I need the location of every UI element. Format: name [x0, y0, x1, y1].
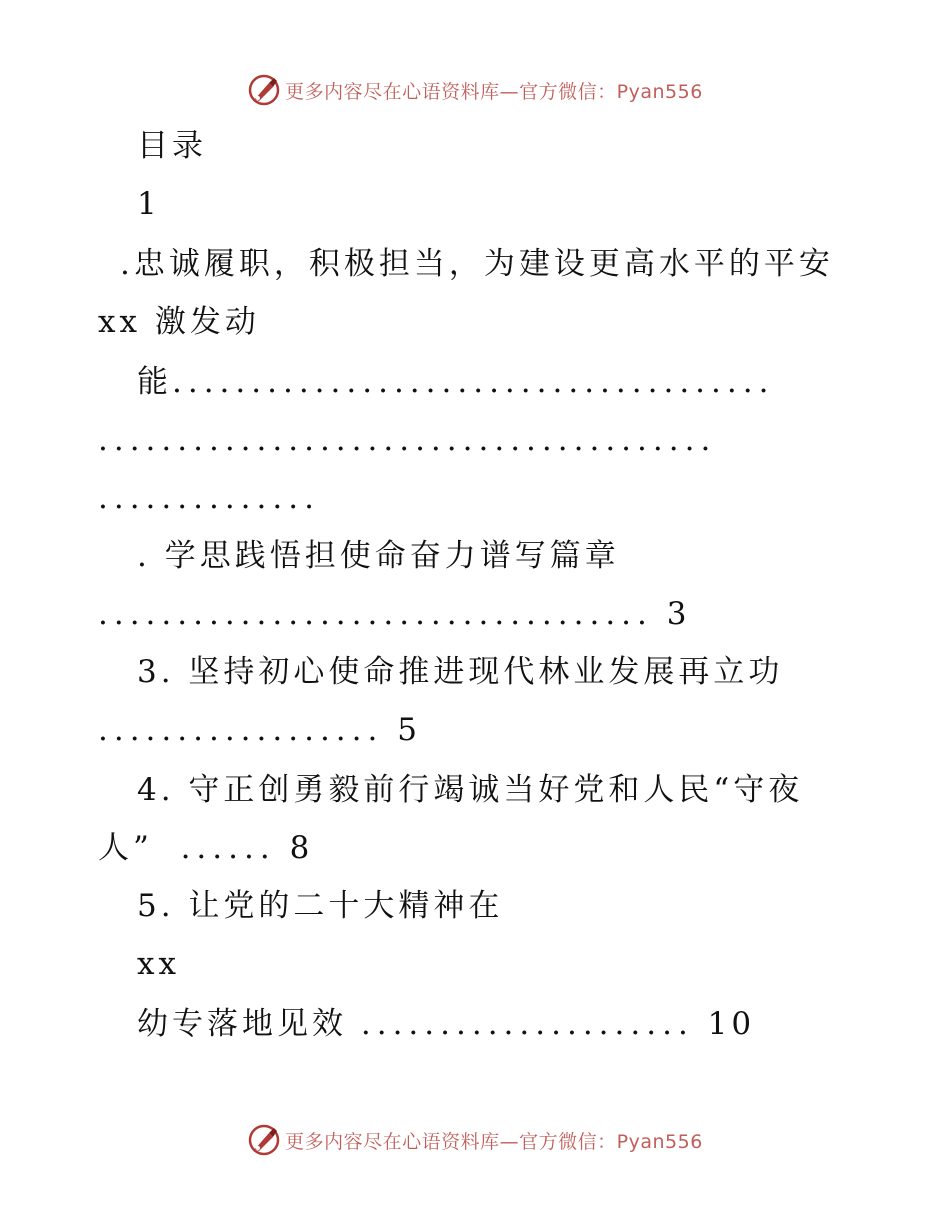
toc-item-3-dots: .................. — [98, 712, 384, 748]
toc-item-5-title-line3 — [137, 1004, 755, 1044]
toc-item-5-title-line1: 5. 让党的二十大精神在 — [137, 888, 504, 924]
toc-item-5-page: 10 — [707, 1006, 756, 1042]
toc-item-4-title-line2 — [98, 828, 313, 868]
toc-item-1-dots-1: ...................................... — [172, 364, 775, 400]
toc-item-2-title: . 学思践悟担使命奋力谱写篇章 — [137, 538, 620, 574]
toc-item-1-title-line1: .忠诚履职，积极担当，为建设更高水平的平安 — [120, 246, 834, 282]
watermark-text: 更多内容尽在心语资料库—官方微信：Pyan556 — [285, 1130, 703, 1153]
toc-item-1-title-end: 能 — [137, 364, 172, 400]
toc-item-1-dots-2: ....................................... — [98, 422, 717, 458]
pen-logo-icon — [247, 1123, 281, 1157]
toc-item-5-dots: ..................... — [360, 1006, 694, 1042]
toc-item-5-title-end: 幼专落地见效 — [137, 1006, 347, 1042]
toc-item-4-title-line1: 4. 守正创勇毅前行竭诚当好党和人民“守夜 — [137, 772, 804, 808]
toc-item-2-page: 3 — [666, 596, 691, 632]
watermark-text: 更多内容尽在心语资料库—官方微信：Pyan556 — [285, 80, 703, 103]
toc-item-1-title-line2: xx 激发动 — [98, 304, 260, 340]
toc-item-3-leader — [98, 710, 421, 750]
toc-item-4-page: 8 — [289, 830, 314, 866]
toc-item-3-page: 5 — [397, 712, 421, 748]
toc-title: 目录 — [137, 128, 207, 164]
toc-item-2-dots: ................................... — [98, 596, 653, 632]
pen-logo-icon — [247, 73, 281, 107]
toc-item-4-title-end: 人” — [98, 830, 153, 866]
watermark-banner-top — [0, 70, 950, 110]
toc-item-1-dots-3: .............. — [98, 480, 320, 516]
toc-item-1-number: 1 — [137, 186, 161, 222]
toc-item-4-dots: ...... — [180, 830, 276, 866]
toc-item-5-title-line2: xx — [137, 946, 180, 982]
toc-item-1-title-line3 — [137, 362, 774, 402]
toc-item-3-title: 3. 坚持初心使命推进现代林业发展再立功 — [137, 654, 784, 690]
toc-item-2-leader — [98, 594, 690, 634]
watermark-banner-bottom — [0, 1120, 950, 1160]
